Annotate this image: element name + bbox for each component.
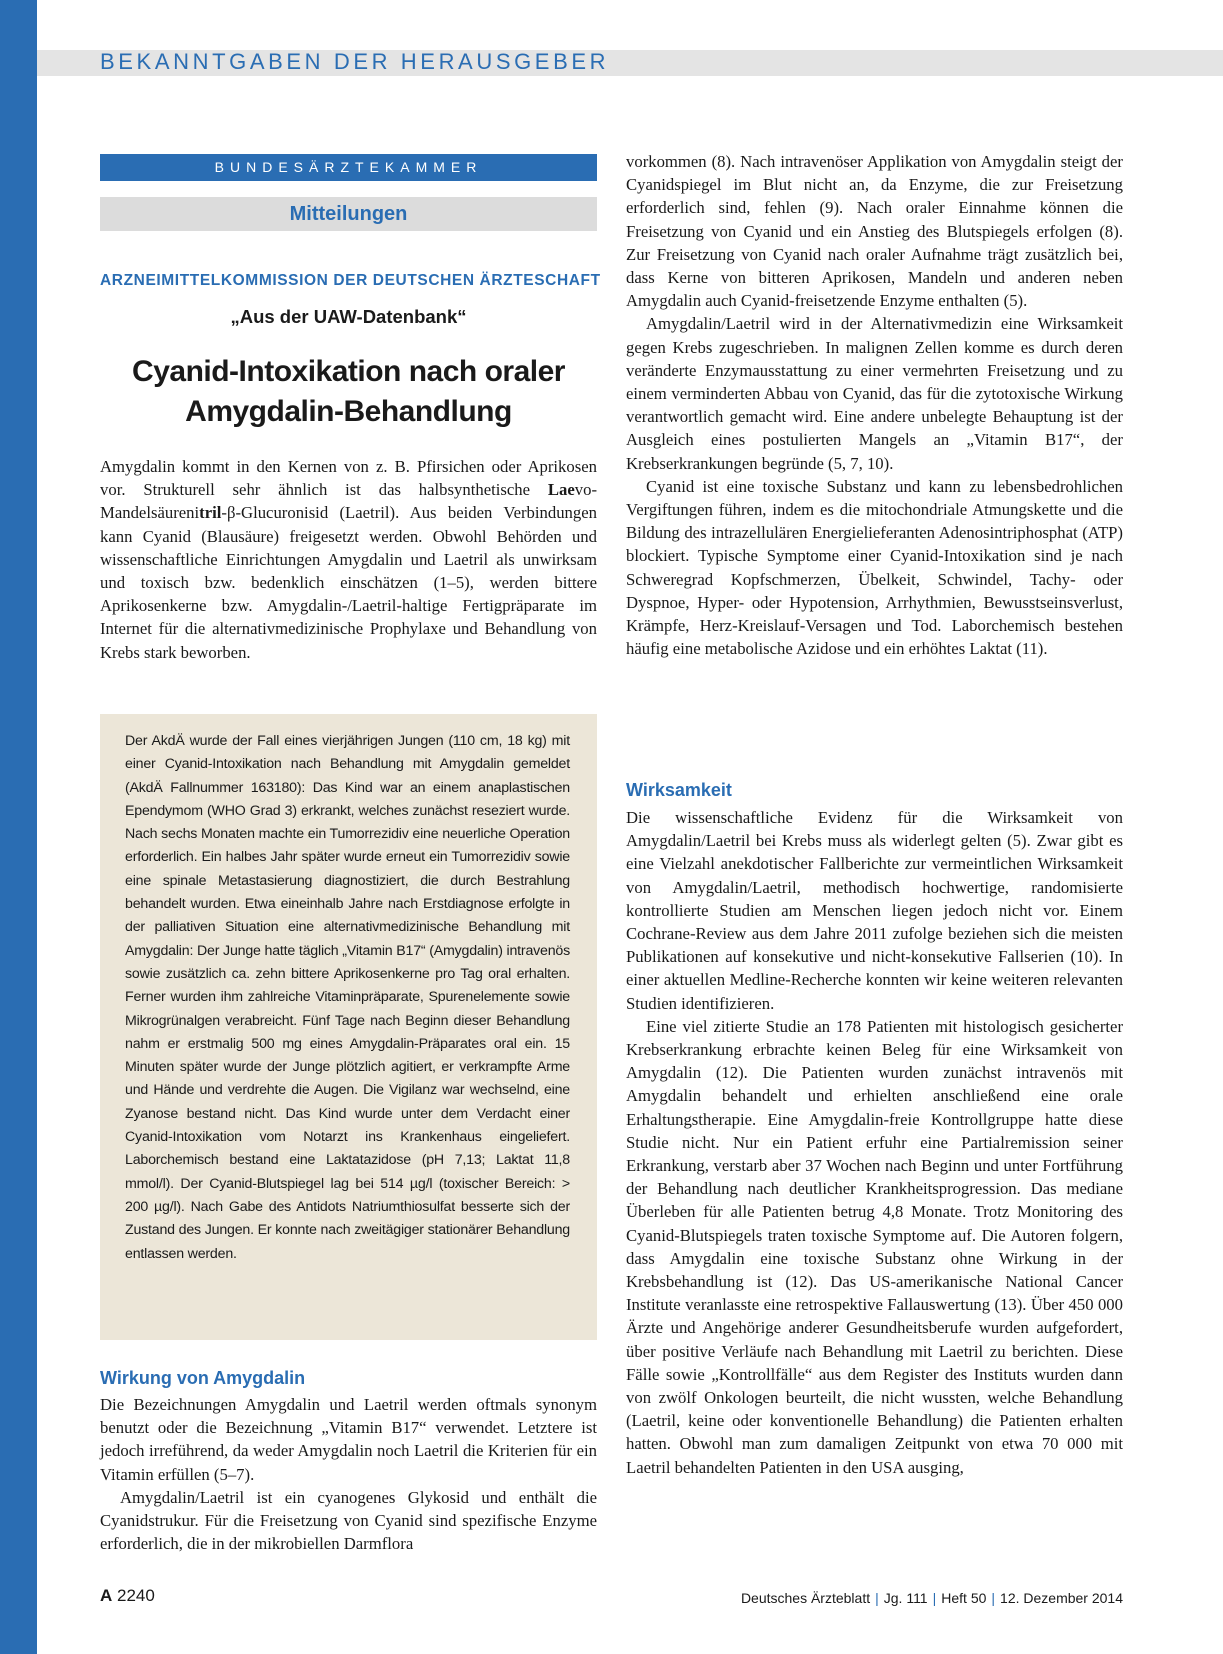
title-line-2: Amygdalin-Behandlung — [185, 395, 512, 428]
section-header: BEKANNTGABEN DER HERAUSGEBER — [100, 49, 610, 74]
section-wirkung-right — [626, 150, 1123, 660]
paragraph: Die Bezeichnungen Amygdalin und Laetril werden oftmals synonym benutzt oder die Bezeichnung „Vitamin B17“ verwendet. Letztere ist jedoch irreführend, da weder Amygdalin noch Laetril die Kriterien für ein Vitamin erfüllen (5–7). — [100, 1395, 597, 1484]
separator: | — [875, 1590, 879, 1606]
paragraph: Die wissenschaftliche Evidenz für die Wirksamkeit von Amygdalin/Laetril bei Krebs muss als widerlegt gelten (5). Zwar gibt es eine Vielzahl anekdotischer Fallberichte zur vermeintlichen Wirksamkeit von Amygdalin/Laetril, methodisch hochwertige, randomisierte kontrollierte Studien am Menschen liegen jedoch nicht vor. Einem Cochrane-Review aus dem Jahre 2011 zufolge beziehen sich die meisten Publikationen auf konsekutive und nicht-konsekutive Fallserien (10). In einer aktuellen Medline-Recherche konnten wir keine weiteren relevanten Studien identifizieren. — [626, 808, 1123, 1013]
page-number-value: 2240 — [117, 1586, 155, 1605]
journal-name: Deutsches Ärzteblatt — [740, 1590, 871, 1606]
journal-date: 12. Dezember 2014 — [1000, 1590, 1123, 1606]
article-title — [100, 352, 597, 432]
page-prefix: A — [100, 1586, 113, 1605]
series-label: „Aus der UAW-Datenbank“ — [230, 306, 467, 327]
intro-text-1: Amygdalin kommt in den Kernen von z. B. Pfirsichen oder Aprikosen vor. Strukturell sehr ähnlich ist das halbsynthetische — [100, 457, 597, 500]
title-line-1: Cyanid-Intoxikation nach oraler — [132, 355, 565, 388]
paragraph: Amygdalin/Laetril ist ein cyanogenes Glykosid und enthält die Cyanidstrukur. Für die Freisetzung von Cyanid sind spezifische Enzyme erforderlich, die in der mikrobiellen Darmflora — [100, 1487, 597, 1554]
sidebar-accent-bar — [0, 0, 37, 1654]
section-heading-wirkung: Wirkung von Amygdalin — [100, 1368, 306, 1388]
journal-issue: Heft 50 — [941, 1590, 987, 1606]
intro-bold-2: tril — [199, 503, 222, 523]
paragraph: Cyanid ist eine toxische Substanz und kann zu lebensbedrohlichen Vergiftungen führen, indem es die mitochondriale Atmungskette und die Bildung des intrazellulären Energielieferanten Adenosintriphosphat (ATP) blockiert. Typische Symptome einer Cyanid-Intoxikation sind je nach Schweregrad Kopfschmerzen, Übelkeit, Schwindel, Tachy- oder Dyspnoe, Hyper- oder Hypotension, Arrhythmien, Bewusstseinsverlust, Krämpfe, Herz-Kreislauf-Versagen und Tod. Laborchemisch bestehen häufig eine metabolische Azidose und ein erhöhtes Laktat (11). — [626, 476, 1123, 659]
intro-paragraph — [100, 455, 597, 664]
organization-label: ARZNEIMITTELKOMMISSION DER DEUTSCHEN ÄRZTESCHAFT — [100, 272, 601, 289]
page-number — [100, 1586, 155, 1606]
paragraph: Eine viel zitierte Studie an 178 Patienten mit histologisch gesicherter Krebserkrankung erbrachte keinen Beleg für eine Wirksamkeit von Amygdalin (12). Die Patienten wurden zunächst intravenös mit Amygdalin behandelt und erhielten anschließend eine orale Erhaltungstherapie. Eine Amygdalin-freie Kontrollgruppe hatte diese Studie nicht. Nur ein Patient erfuhr eine Partialremission seiner Erkrankung, verstarb aber 37 Wochen nach Beginn und unter Fortführung der Behandlung nach deutlicher Krankheitsprogression. Das mediane Überleben für alle Patienten betrug 4,8 Monate. Trotz Monitoring des Cyanid-Blutspiegels traten toxische Symptome auf. Die Autoren folgern, dass Amygdalin eine toxische Substanz ohne Wirkung in der Krebsbehandlung ist (12). Das US-amerikanische National Cancer Institute veranlasste eine retrospektive Fallauswertung (13). Über 450 000 Ärzte und Angehörige anderer Gesundheitsberufe wurden aufgefordert, über positive Verläufe nach Behandlung mit Laetril zu berichten. Diese Fälle sowie „Kontrollfälle“ aus dem Register des Instituts wurden dann von zwölf Onkologen beurteilt, die nicht wussten, welche Behandlung (Laetril, keine oder konventionelle Behandlung) die Patienten erhalten hatten. Obwohl man zum damaligen Zeitpunkt von etwa 70 000 mit Laetril behandelten Patienten in den USA ausging, — [626, 1016, 1123, 1477]
separator: | — [991, 1590, 996, 1606]
intro-bold-1: Lae — [547, 480, 575, 500]
institution-bar: BUNDESÄRZTEKAMMER — [100, 154, 597, 181]
section-wirksamkeit — [626, 806, 1123, 1479]
intro-text-2: vo-Mandelsäureni — [100, 480, 597, 523]
section-wirkung-left — [100, 1393, 597, 1555]
intro-text-3: -β-Glucuronisid (Laetril). Aus beiden Verbindungen kann Cyanid (Blausäure) freigesetzt werden. Obwohl Behörden und wissenschaftliche Einrichtungen Amygdalin und Laetril als unwirksam und toxisch bzw. bedenklich einschätzen (1–5), werden bittere Aprikosenkerne bzw. Amygdalin-/Laetril-haltige Fertigpräparate im Internet für die alternativmedizinische Prophylaxe und Behandlung von Krebs stark beworben. — [100, 503, 597, 662]
category-bar: Mitteilungen — [100, 197, 597, 231]
case-report-text: Der AkdÄ wurde der Fall eines vierjährigen Jungen (110 cm, 18 kg) mit einer Cyanid-Intoxikation nach Behandlung mit Amygdalin gemeldet (AkdÄ Fallnummer 163180): Das Kind war an einem anaplastischen Ependymom (WHO Grad 3) erkrankt, welches zunächst reseziert wurde. Nach sechs Monaten machte ein Tumorrezidiv eine neuerliche Operation erforderlich. Ein halbes Jahr später wurde erneut ein Tumorrezidiv sowie eine spinale Metastasierung diagnostiziert, die durch Bestrahlung behandelt wurden. Etwa eineinhalb Jahre nach Erstdiagnose erfolgte in der palliativen Situation eine alternativmedizinische Behandlung mit Amygdalin: Der Junge hatte täglich „Vitamin B17“ (Amygdalin) intravenös sowie zusätzlich ca. zehn bittere Aprikosenkerne pro Tag oral erhalten. Ferner wurden ihm zahlreiche Vitaminpräparate, Spurenelemente sowie Mikrogrünalgen verabreicht. Fünf Tage nach Beginn dieser Behandlung nahm er erstmalig 500 mg eines Amygdalin-Präparates oral ein. 15 Minuten später wurde der Junge plötzlich agitiert, er verkrampfte Arme und Hände und verdrehte die Augen. Die Vigilanz war wechselnd, eine Zyanose bestand nicht. Das Kind wurde unter dem Verdacht einer Cyanid-Intoxikation vom Notarzt ins Krankenhaus eingeliefert. Laborchemisch bestand eine Laktatazidose (pH 7,13; Laktat 11,8 mmol/l). Der Cyanid-Blutspiegel lag bei 514 µg/l (toxischer Bereich: > 200 µg/l). Nach Gabe des Antidots Natriumthiosulfat besserte sich der Zustand des Jungen. Er konnte nach zweitägiger stationärer Behandlung entlassen werden. — [125, 733, 570, 1262]
paragraph: vorkommen (8). Nach intravenöser Applikation von Amygdalin steigt der Cyanidspiegel im Blut nicht an, da Enzyme, die zur Freisetzung erforderlich sind, fehlen (9). Nach oraler Einnahme können die Freisetzung von Cyanid und ein Anstieg des Blutspiegels erfolgen (8). Zur Freisetzung von Cyanid nach oraler Aufnahme trägt zusätzlich bei, dass Kerne von bitteren Aprikosen, Mandeln und anderen neben Amygdalin auch Cyanid-freisetzende Enzyme enthalten (5). — [626, 152, 1123, 311]
paragraph: Amygdalin/Laetril wird in der Alternativmedizin eine Wirksamkeit gegen Krebs zugeschrieben. In malignen Zellen komme es durch deren veränderte Enzymausstattung zu einer vermehrten Freisetzung und zu einem verminderten Abbau von Cyanid, das für die zytotoxische Wirkung verantwortlich gemacht wird. Eine andere unbelegte Behauptung ist der Ausgleich eines postulierten Mangels an „Vitamin B17“, der Krebserkrankungen begründe (5, 7, 10). — [626, 314, 1123, 473]
journal-volume: Jg. 111 — [883, 1590, 928, 1606]
separator: | — [932, 1590, 937, 1606]
section-heading-wirksamkeit: Wirksamkeit — [626, 780, 732, 800]
journal-info — [741, 1590, 1123, 1606]
